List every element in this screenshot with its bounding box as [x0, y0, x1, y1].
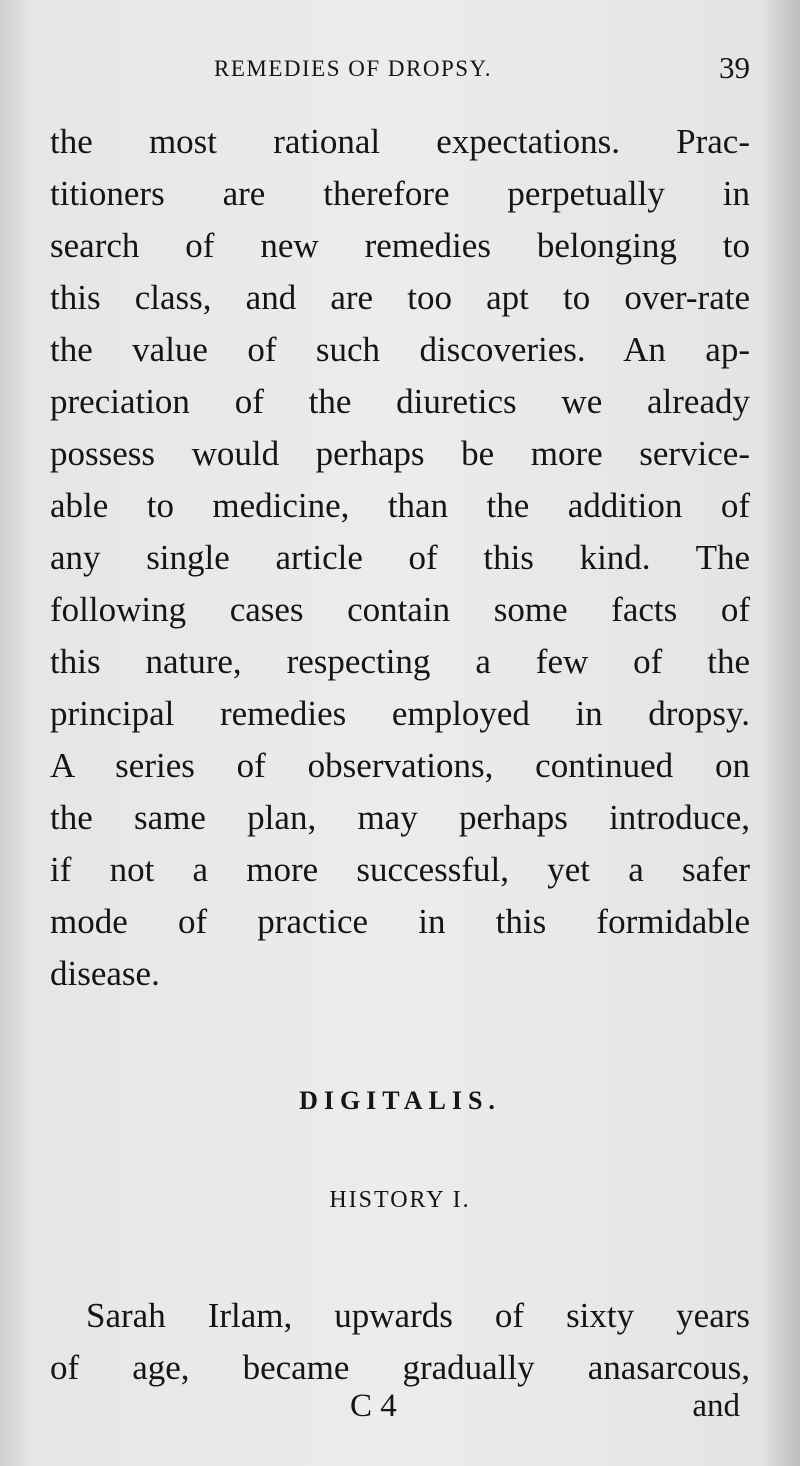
text-line: the same plan, may perhaps introduce,: [50, 798, 750, 837]
text-line: the most rational expectations. Prac-: [50, 122, 750, 161]
page-number: 39: [719, 50, 750, 85]
running-head: [50, 50, 750, 86]
text-line: this nature, respecting a few of the: [50, 642, 750, 681]
signature-mark: C 4: [350, 1388, 397, 1424]
text-line: A series of observations, continued on: [50, 746, 750, 785]
text-line: Sarah Irlam, upwards of sixty years: [86, 1296, 750, 1335]
text-line: of age, became gradually anasarcous,: [50, 1348, 750, 1387]
text-line: mode of practice in this formidable: [50, 902, 750, 941]
text-line: the value of such discoveries. An ap-: [50, 330, 750, 369]
body-paragraph: [50, 116, 750, 1000]
history-paragraph: [50, 1290, 750, 1394]
text-line: any single article of this kind. The: [50, 538, 750, 577]
text-line: able to medicine, than the addition of: [50, 486, 750, 525]
text-line: disease.: [50, 954, 160, 993]
running-title: REMEDIES OF DROPSY.: [214, 56, 492, 81]
text-line: preciation of the diuretics we already: [50, 382, 750, 421]
text-line: search of new remedies belonging to: [50, 226, 750, 265]
text-line: if not a more successful, yet a safer: [50, 850, 750, 889]
text-line: principal remedies employed in dropsy.: [50, 694, 750, 733]
history-heading: HISTORY I.: [329, 1187, 471, 1213]
text-line: this class, and are too apt to over-rate: [50, 278, 750, 317]
text-line: following cases contain some facts of: [50, 590, 750, 629]
text-line: possess would perhaps be more service-: [50, 434, 750, 473]
section-title: DIGITALIS.: [299, 1086, 501, 1115]
catchword: and: [692, 1388, 740, 1424]
page-footer: [50, 1380, 750, 1432]
text-line: titioners are therefore perpetually in: [50, 174, 750, 213]
